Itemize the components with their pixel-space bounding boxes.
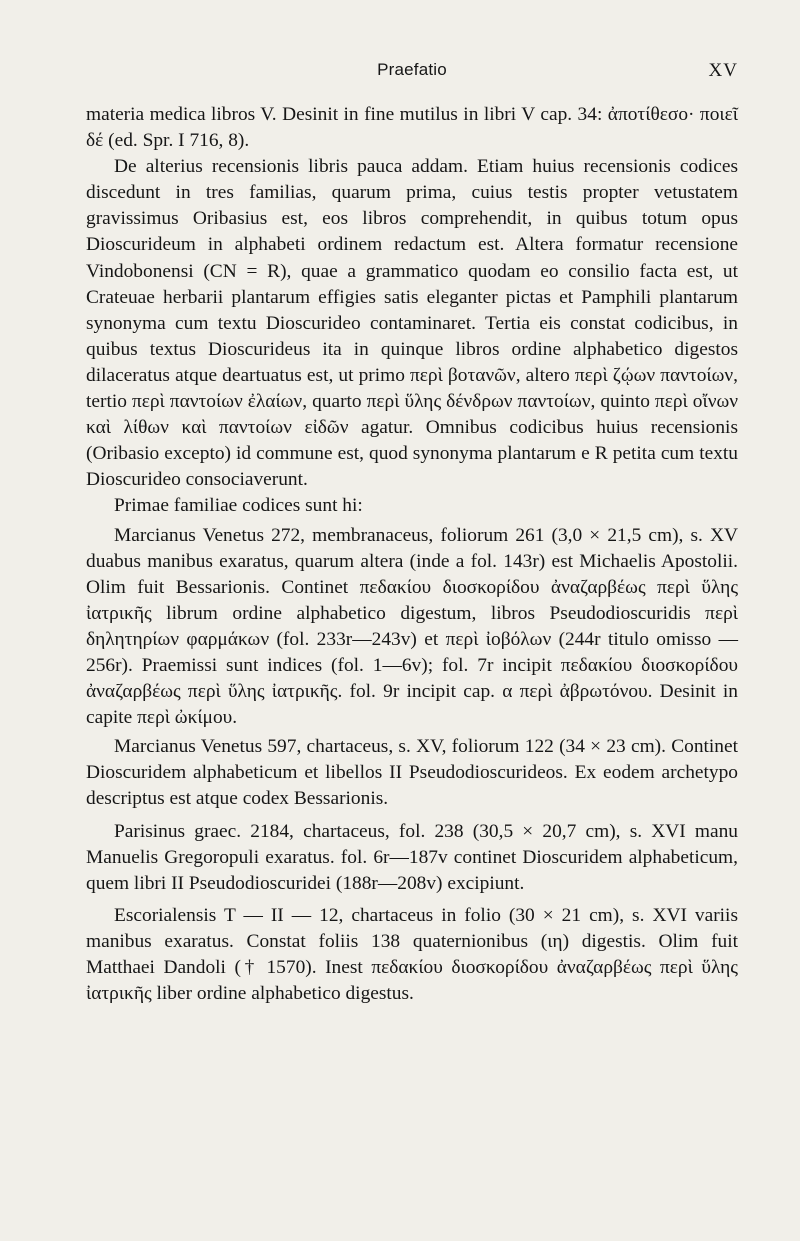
paragraph-recensions: De alterius recensionis libris pauca addam. Etiam huius recensionis codices discedunt in tres familias, quarum prima, cuius testis propter vetustatem gravissimus Oribasius est, eos libros comprehendit, in quibus totum opus Dioscurideum in alphabeti ordinem redactum est. Altera formatur recensione Vindobonensi (CN = R), quae a grammatico quodam eo consilio facta est, ut Crateuae herbarii plantarum effigies satis eleganter pictas et Pamphili plantarum synonyma cum textu Dioscurideo contaminaret. Tertia eis constat codicibus, in quibus textus Dioscurideus ita in quinque libros ordine alphabetico digestos dilaceratus atque deartuatus est, ut primo περὶ βοτανῶν, altero περὶ ζῴων παντοίων, tertio περὶ παντοίων ἐλαίων, quarto περὶ ὕλης δένδρων παντοίων, quinto περὶ οἴνων καὶ λίθων καὶ παντοίων εἰδῶν agatur. Omnibus codicibus huius recensionis (Oribasio excepto) id commune est, quod synonyma plantarum e R petita cum textu Dioscurideo consociaverunt.: [86, 156, 738, 491]
page-number: XV: [708, 60, 738, 81]
paragraph-continued: materia medica libros V. Desinit in fine mutilus in libri V cap. 34: ἀποτίθεσο· ποιεῖ δέ (ed. Spr. I 716, 8).: [86, 104, 738, 152]
paragraph-escorialensis: Escorialensis T — II — 12, chartaceus in folio (30 × 21 cm), s. XVI variis manibus exaratus. Constat foliis 138 quaternionibus (ιη) digestis. Olim fuit Matthaei Dandoli († 1570). Inest πεδακίου διοσκορίδου ἀναζαρβέως περὶ ὕλης ἰατρικῆς liber ordine alphabetico digestus.: [86, 904, 738, 1005]
paragraph-marcianus-272: Marcianus Venetus 272, membranaceus, foliorum 261 (3,0 × 21,5 cm), s. XV duabus manibus exaratus, quarum altera (inde a fol. 143r) est Michaelis Apostolii. Olim fuit Bessarionis. Continet πεδακίου διοσκορίδου ἀναζαρβέως περὶ ὕλης ἰατρικῆς librum ordine alphabetico digestum, libros Pseudodioscuridis περὶ δηλητηρίων φαρμάκων (fol. 233r—243v) et περὶ ἰοβόλων (244r titulo omisso — 256r). Praemissi sunt indices (fol. 1—6v); fol. 7r incipit πεδακίου διοσκορίδου ἀναζαρβέως περὶ ὕλης ἰατρικῆς. fol. 9r incipit cap. α περὶ ἀβρωτόνου. Desinit in capite περὶ ὠκίμου.: [86, 524, 738, 729]
body-text: [86, 102, 738, 1007]
paragraph-parisinus-2184: Parisinus graec. 2184, chartaceus, fol. 238 (30,5 × 20,7 cm), s. XVI manu Manuelis Gregoropuli exaratus. fol. 6r—187v continet Dioscuridem alphabeticum, quem libri II Pseudodioscuridei (188r—208v) excipiunt.: [86, 820, 738, 894]
paragraph-marcianus-597: Marcianus Venetus 597, chartaceus, s. XV, foliorum 122 (34 × 23 cm). Continet Dioscuridem alphabeticum et libellos II Pseudodioscurideos. Ex eodem archetypo descriptus est atque codex Bessarionis.: [86, 736, 738, 810]
page-header: [86, 60, 738, 94]
paragraph-family-intro: Primae familiae codices sunt hi:: [114, 495, 363, 517]
running-title: Praefatio: [377, 60, 447, 79]
